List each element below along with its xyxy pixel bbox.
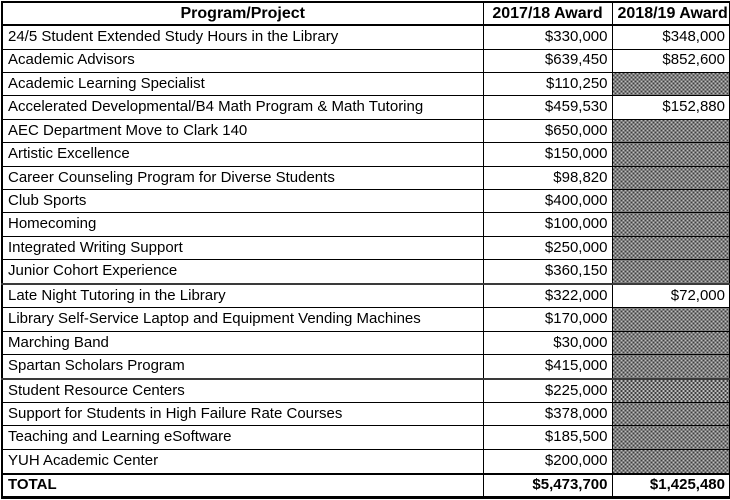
program-cell[interactable]: Teaching and Learning eSoftware: [2, 426, 483, 449]
award-2017-18-cell[interactable]: $225,000: [483, 379, 612, 403]
program-cell[interactable]: Late Night Tutoring in the Library: [2, 284, 483, 308]
award-2018-19-cell[interactable]: [612, 213, 730, 236]
award-2017-18-cell[interactable]: $250,000: [483, 236, 612, 259]
column-header-2017-18-award: 2017/18 Award: [483, 2, 612, 25]
program-cell[interactable]: Support for Students in High Failure Rate Courses: [2, 403, 483, 426]
table-row[interactable]: [2, 49, 730, 72]
table-row[interactable]: [2, 213, 730, 236]
program-cell[interactable]: Spartan Scholars Program: [2, 355, 483, 379]
header-row: [2, 2, 730, 25]
program-cell[interactable]: AEC Department Move to Clark 140: [2, 119, 483, 142]
table-row[interactable]: [2, 284, 730, 308]
award-2017-18-cell[interactable]: $185,500: [483, 426, 612, 449]
table-row[interactable]: [2, 119, 730, 142]
total-label: TOTAL: [2, 474, 483, 498]
award-2017-18-cell[interactable]: $400,000: [483, 189, 612, 212]
program-cell[interactable]: 24/5 Student Extended Study Hours in the Library: [2, 25, 483, 49]
award-2018-19-cell[interactable]: $152,880: [612, 96, 730, 119]
award-2017-18-cell[interactable]: $330,000: [483, 25, 612, 49]
awards-table: [1, 1, 730, 499]
award-2018-19-cell[interactable]: [612, 236, 730, 259]
program-cell[interactable]: Club Sports: [2, 189, 483, 212]
award-2018-19-cell[interactable]: [612, 331, 730, 354]
table-row[interactable]: [2, 331, 730, 354]
program-cell[interactable]: YUH Academic Center: [2, 449, 483, 473]
table-row[interactable]: [2, 379, 730, 403]
award-2017-18-cell[interactable]: $639,450: [483, 49, 612, 72]
program-cell[interactable]: Junior Cohort Experience: [2, 260, 483, 284]
award-2018-19-cell[interactable]: [612, 449, 730, 473]
program-cell[interactable]: Academic Advisors: [2, 49, 483, 72]
award-2017-18-cell[interactable]: $30,000: [483, 331, 612, 354]
program-cell[interactable]: Student Resource Centers: [2, 379, 483, 403]
program-cell[interactable]: Marching Band: [2, 331, 483, 354]
award-2018-19-cell[interactable]: [612, 355, 730, 379]
table-row[interactable]: [2, 189, 730, 212]
award-2018-19-cell[interactable]: [612, 260, 730, 284]
total-row: [2, 474, 730, 498]
table-row[interactable]: [2, 143, 730, 166]
program-cell[interactable]: Accelerated Developmental/B4 Math Program & Math Tutoring: [2, 96, 483, 119]
program-cell[interactable]: Library Self-Service Laptop and Equipment Vending Machines: [2, 308, 483, 331]
award-2017-18-cell[interactable]: $98,820: [483, 166, 612, 189]
column-header-program-project: Program/Project: [2, 2, 483, 25]
award-2018-19-cell[interactable]: $72,000: [612, 284, 730, 308]
table-row[interactable]: [2, 236, 730, 259]
award-2018-19-cell[interactable]: [612, 189, 730, 212]
award-2017-18-cell[interactable]: $150,000: [483, 143, 612, 166]
award-2018-19-cell[interactable]: [612, 72, 730, 95]
program-cell[interactable]: Artistic Excellence: [2, 143, 483, 166]
award-2018-19-cell[interactable]: [612, 403, 730, 426]
award-2017-18-cell[interactable]: $415,000: [483, 355, 612, 379]
total-2017-18-award: $5,473,700: [483, 474, 612, 498]
program-cell[interactable]: Homecoming: [2, 213, 483, 236]
award-2018-19-cell[interactable]: [612, 308, 730, 331]
award-2018-19-cell[interactable]: [612, 166, 730, 189]
award-2017-18-cell[interactable]: $650,000: [483, 119, 612, 142]
award-2018-19-cell[interactable]: $852,600: [612, 49, 730, 72]
award-2018-19-cell[interactable]: [612, 119, 730, 142]
award-2017-18-cell[interactable]: $200,000: [483, 449, 612, 473]
award-2017-18-cell[interactable]: $110,250: [483, 72, 612, 95]
total-2018-19-award: $1,425,480: [612, 474, 730, 498]
table-body: [2, 25, 730, 474]
program-cell[interactable]: Academic Learning Specialist: [2, 72, 483, 95]
award-2017-18-cell[interactable]: $459,530: [483, 96, 612, 119]
award-2018-19-cell[interactable]: [612, 143, 730, 166]
table-row[interactable]: [2, 308, 730, 331]
award-2017-18-cell[interactable]: $378,000: [483, 403, 612, 426]
table-row[interactable]: [2, 96, 730, 119]
award-2017-18-cell[interactable]: $322,000: [483, 284, 612, 308]
award-2017-18-cell[interactable]: $100,000: [483, 213, 612, 236]
award-2018-19-cell[interactable]: $348,000: [612, 25, 730, 49]
program-cell[interactable]: Integrated Writing Support: [2, 236, 483, 259]
award-2017-18-cell[interactable]: $170,000: [483, 308, 612, 331]
table-row[interactable]: [2, 25, 730, 49]
table-row[interactable]: [2, 355, 730, 379]
award-2018-19-cell[interactable]: [612, 426, 730, 449]
award-2018-19-cell[interactable]: [612, 379, 730, 403]
table-row[interactable]: [2, 260, 730, 284]
table-row[interactable]: [2, 72, 730, 95]
column-header-2018-19-award: 2018/19 Award: [612, 2, 730, 25]
table-row[interactable]: [2, 403, 730, 426]
table-row[interactable]: [2, 449, 730, 473]
table-row[interactable]: [2, 166, 730, 189]
award-2017-18-cell[interactable]: $360,150: [483, 260, 612, 284]
program-cell[interactable]: Career Counseling Program for Diverse Students: [2, 166, 483, 189]
table-row[interactable]: [2, 426, 730, 449]
